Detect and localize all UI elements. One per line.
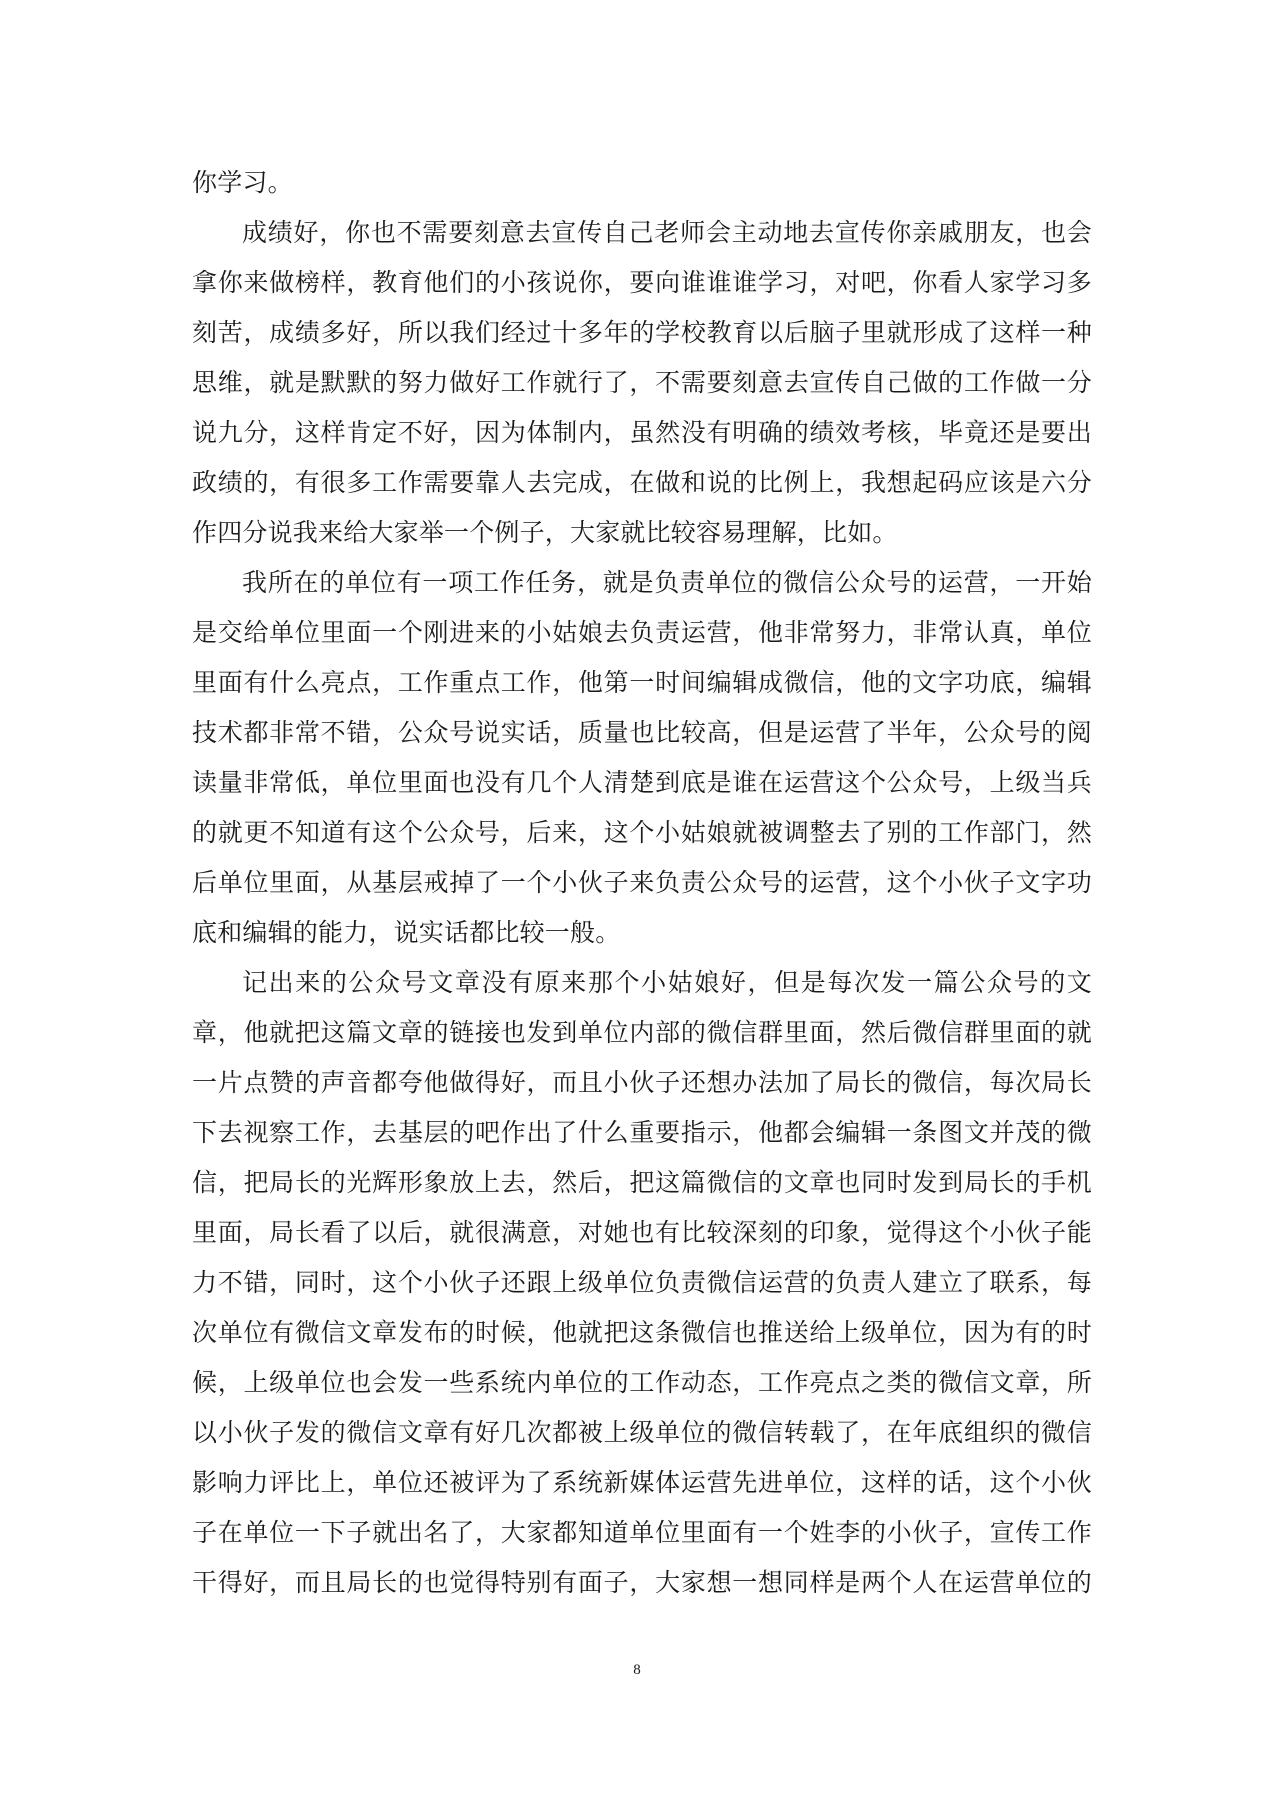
paragraph-4-line: 干得好，而且局长的也觉得特别有面子，大家想一想同样是两个人在运营单位的: [192, 1568, 1092, 1597]
paragraph-4-line: 记出来的公众号文章没有原来那个小姑娘好，但是每次发一篇公众号的文: [242, 968, 1092, 997]
paragraph-3-line: 是交给单位里面一个刚进来的小姑娘去负责运营，他非常努力，非常认真，单位: [192, 618, 1092, 647]
paragraph-4-line: 下去视察工作，去基层的吧作出了什么重要指示，他都会编辑一条图文并茂的微: [192, 1118, 1092, 1147]
paragraph-4-line: 一片点赞的声音都夸他做得好，而且小伙子还想办法加了局长的微信，每次局长: [192, 1068, 1092, 1097]
paragraph-3-line: 底和编辑的能力，说实话都比较一般。: [192, 918, 621, 947]
paragraph-4-line: 子在单位一下子就出名了，大家都知道单位里面有一个姓李的小伙子，宣传工作: [192, 1518, 1092, 1547]
paragraph-2-line: 成绩好，你也不需要刻意去宣传自己老师会主动地去宣传你亲戚朋友，也会: [242, 218, 1092, 247]
paragraph-4-line: 信，把局长的光辉形象放上去，然后，把这篇微信的文章也同时发到局长的手机: [192, 1168, 1092, 1197]
paragraph-4-line: 次单位有微信文章发布的时候，他就把这条微信也推送给上级单位，因为有的时: [192, 1318, 1092, 1347]
paragraph-2-line: 说九分，这样肯定不好，因为体制内，虽然没有明确的绩效考核，毕竟还是要出: [192, 418, 1092, 447]
paragraph-4-line: 力不错，同时，这个小伙子还跟上级单位负责微信运营的负责人建立了联系，每: [192, 1268, 1092, 1297]
page-number: 8: [633, 1662, 641, 1678]
paragraph-4-line: 候，上级单位也会发一些系统内单位的工作动态，工作亮点之类的微信文章，所: [192, 1368, 1092, 1397]
paragraph-3-line: 技术都非常不错，公众号说实话，质量也比较高，但是运营了半年，公众号的阅: [192, 718, 1092, 747]
paragraph-1-line: 你学习。: [192, 168, 293, 197]
paragraph-3-line: 读量非常低，单位里面也没有几个人清楚到底是谁在运营这个公众号，上级当兵: [192, 768, 1092, 797]
paragraph-2-line: 政绩的，有很多工作需要靠人去完成，在做和说的比例上，我想起码应该是六分: [192, 468, 1092, 497]
paragraph-2-line: 作四分说我来给大家举一个例子，大家就比较容易理解，比如。: [192, 518, 898, 547]
paragraph-3-line: 里面有什么亮点，工作重点工作，他第一时间编辑成微信，他的文字功底，编辑: [192, 668, 1092, 697]
paragraph-4-line: 影响力评比上，单位还被评为了系统新媒体运营先进单位，这样的话，这个小伙: [192, 1468, 1092, 1497]
paragraph-3-line: 的就更不知道有这个公众号，后来，这个小姑娘就被调整去了别的工作部门，然: [192, 818, 1092, 847]
paragraph-4-line: 章，他就把这篇文章的链接也发到单位内部的微信群里面，然后微信群里面的就: [192, 1018, 1092, 1047]
paragraph-4-line: 以小伙子发的微信文章有好几次都被上级单位的微信转载了，在年底组织的微信: [192, 1418, 1092, 1447]
paragraph-3-line: 后单位里面，从基层戒掉了一个小伙子来负责公众号的运营，这个小伙子文字功: [192, 868, 1092, 897]
paragraph-4-line: 里面，局长看了以后，就很满意，对她也有比较深刻的印象，觉得这个小伙子能: [192, 1218, 1092, 1247]
paragraph-2-line: 拿你来做榜样，教育他们的小孩说你，要向谁谁谁学习，对吧，你看人家学习多: [192, 268, 1092, 297]
body-text: [192, 158, 1092, 1608]
paragraph-3-line: 我所在的单位有一项工作任务，就是负责单位的微信公众号的运营，一开始: [242, 568, 1092, 597]
paragraph-2-line: 刻苦，成绩多好，所以我们经过十多年的学校教育以后脑子里就形成了这样一种: [192, 318, 1092, 347]
paragraph-2-line: 思维，就是默默的努力做好工作就行了，不需要刻意去宣传自己做的工作做一分: [192, 368, 1092, 397]
